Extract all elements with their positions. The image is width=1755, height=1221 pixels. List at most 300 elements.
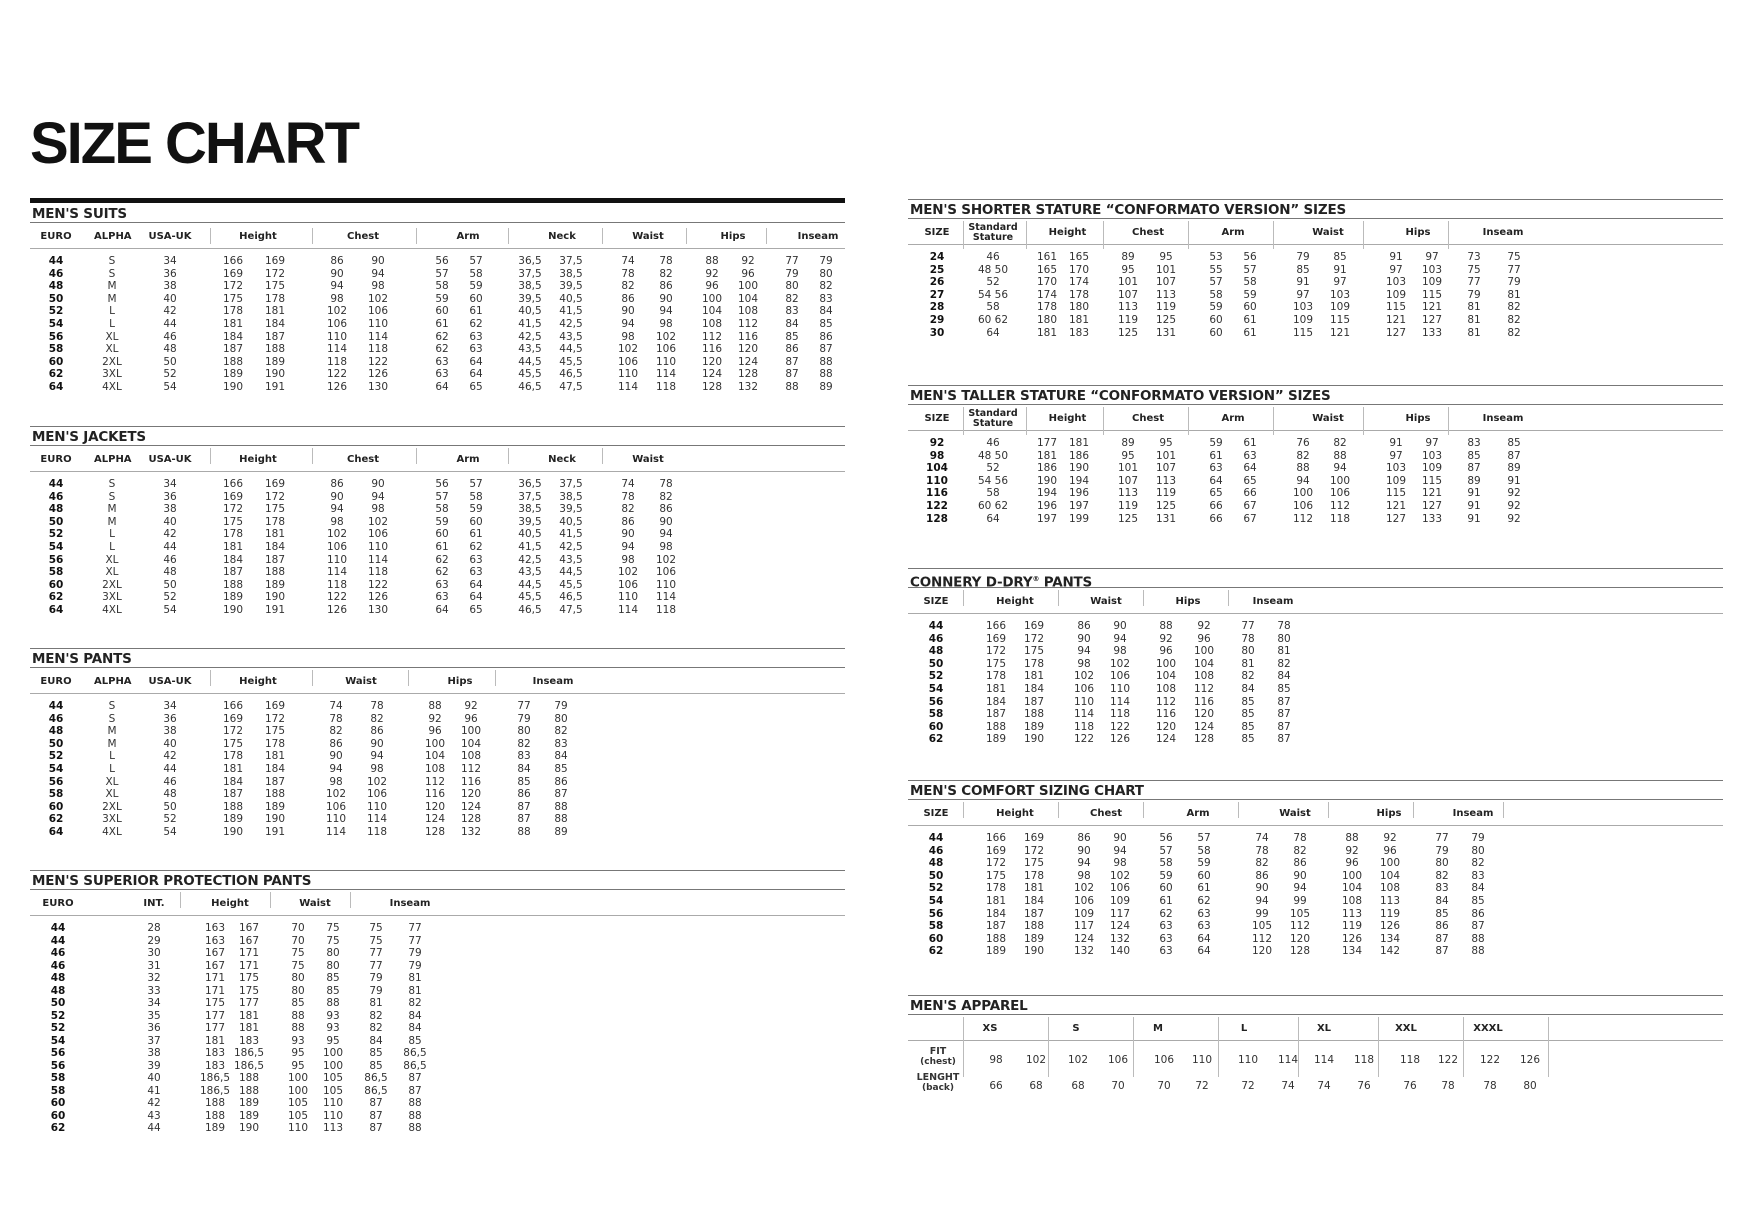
- row-label: [908, 1073, 968, 1093]
- table-cell: 85: [1241, 720, 1255, 733]
- table-cell: 92: [464, 700, 478, 712]
- table-cell: 102: [1025, 1054, 1047, 1066]
- column-divider: [1463, 1017, 1464, 1077]
- table-cell: 58: [50, 1084, 66, 1097]
- table-cell: 44: [928, 832, 944, 844]
- table-cell: 122: [1073, 733, 1095, 746]
- table-cell: 63: [1159, 945, 1173, 958]
- table-row: [30, 604, 845, 617]
- table-cell: 77: [408, 922, 422, 934]
- table-cell: 65: [469, 380, 483, 393]
- column-divider: [1298, 1017, 1299, 1077]
- table-cell: 36,5: [518, 255, 542, 267]
- table-row: [908, 500, 1723, 513]
- table-cell: 29: [929, 313, 945, 326]
- table-cell: 112: [1289, 920, 1311, 933]
- column-divider: [963, 802, 964, 818]
- column-divider: [408, 670, 409, 686]
- table-cell: 119: [1341, 920, 1363, 933]
- table-cell: 117: [1073, 920, 1095, 933]
- table-cell: 52: [48, 528, 64, 541]
- table-cell: 96: [1159, 645, 1173, 658]
- table-cell: 37,5: [559, 478, 583, 490]
- table-cell: 196: [1036, 499, 1058, 512]
- table-cell: 87: [1277, 733, 1291, 746]
- column-header-row: [908, 409, 1723, 431]
- table-cell: M: [107, 280, 117, 293]
- section-title-suffix: PANTS: [1043, 574, 1093, 591]
- table-body: [30, 700, 845, 839]
- table-cell: 77: [369, 959, 383, 972]
- column-divider: [1026, 407, 1027, 435]
- table-row: [908, 708, 1723, 721]
- table-cell: 63: [435, 578, 449, 591]
- table-cell: 52: [163, 591, 177, 604]
- column-header: Height: [211, 898, 249, 909]
- table-cell: 80: [819, 267, 833, 280]
- table-cell: 105: [287, 1097, 309, 1109]
- table-cell: 102: [1073, 882, 1095, 895]
- table-cell: 87: [408, 1072, 422, 1084]
- table-cell: 82: [659, 267, 673, 280]
- table-cell: 56: [50, 1059, 66, 1072]
- table-cell: 130: [367, 380, 389, 393]
- table-cell: 172: [222, 280, 244, 293]
- column-header: SIZE: [924, 413, 950, 424]
- table-cell: 52: [928, 670, 944, 683]
- table-cell: 188: [1023, 708, 1045, 721]
- table-cell: 42: [163, 528, 177, 541]
- table-cell: 87: [1507, 449, 1521, 462]
- table-cell: 112: [1251, 932, 1273, 945]
- table-cell: 66: [1209, 499, 1223, 512]
- table-cell: 60 62: [977, 499, 1009, 512]
- table-cell: 90: [621, 528, 635, 541]
- table-cell: 63: [1159, 932, 1173, 945]
- table-cell: 55: [1209, 263, 1223, 276]
- table-cell: 92: [1507, 499, 1521, 512]
- table-cell: 113: [1379, 894, 1401, 907]
- table-cell: 98: [1077, 869, 1091, 882]
- table-cell: 46: [48, 267, 64, 280]
- table-cell: 88: [291, 1009, 305, 1022]
- table-cell: 112: [424, 775, 446, 788]
- table-row: [30, 1072, 845, 1085]
- table-cell: 122: [1109, 720, 1131, 733]
- table-cell: 76: [1296, 437, 1310, 449]
- table-row: [908, 289, 1723, 302]
- table-cell: 175: [264, 725, 286, 738]
- column-header: Standard Stature: [968, 408, 1018, 429]
- table-cell: 82: [1507, 301, 1521, 314]
- table-cell: 121: [1329, 326, 1351, 339]
- table-cell: 61: [435, 540, 449, 553]
- table-cell: 128: [424, 825, 446, 838]
- table-row: [908, 450, 1723, 463]
- table-cell: 91: [1467, 512, 1481, 525]
- table-cell: 64: [469, 355, 483, 368]
- table-row: [908, 1073, 1723, 1099]
- table-cell: 171: [204, 984, 226, 997]
- table-row: [30, 591, 845, 604]
- table-cell: 86: [659, 280, 673, 293]
- table-cell: 96: [1383, 844, 1397, 857]
- table-cell: 110: [326, 330, 348, 343]
- table-body: [908, 1047, 1723, 1099]
- table-cell: 45,5: [559, 355, 583, 368]
- table-cell: 57: [1209, 276, 1223, 289]
- table-cell: 163: [204, 922, 226, 934]
- table-cell: 110: [1073, 695, 1095, 708]
- table-cell: 79: [1471, 832, 1485, 844]
- table-cell: 118: [1109, 708, 1131, 721]
- table-cell: 197: [1068, 499, 1090, 512]
- table-cell: 188: [204, 1097, 226, 1109]
- table-cell: 81: [369, 997, 383, 1009]
- table-cell: 82: [1241, 670, 1255, 683]
- column-header: Arm: [1221, 227, 1245, 238]
- column-header: Hips: [720, 231, 746, 242]
- column-divider: [508, 228, 509, 244]
- table-cell: 88: [1296, 462, 1310, 475]
- table-cell: 79: [517, 712, 531, 725]
- table-cell: 89: [1507, 462, 1521, 475]
- table-cell: 42,5: [559, 317, 583, 330]
- table-cell: 181: [1023, 670, 1045, 683]
- table-cell: 103: [1421, 449, 1443, 462]
- table-cell: 94: [1333, 462, 1347, 475]
- section-title: MEN'S PANTS: [30, 648, 845, 668]
- table-cell: 189: [264, 578, 286, 591]
- table-cell: 85: [1435, 907, 1449, 920]
- table-cell: 106: [1109, 670, 1131, 683]
- table-cell: 82: [1293, 844, 1307, 857]
- table-cell: 174: [1036, 288, 1058, 301]
- table-cell: 62: [435, 343, 449, 356]
- table-cell: 89: [1121, 251, 1135, 263]
- table-row: [908, 870, 1723, 883]
- table-cell: 28: [929, 301, 945, 314]
- page-title: SIZE CHART: [30, 111, 358, 176]
- table-cell: M: [107, 292, 117, 305]
- table-cell: 186,5: [199, 1072, 231, 1084]
- table-cell: 82: [1296, 449, 1310, 462]
- table-cell: 85: [1241, 695, 1255, 708]
- table-cell: 57: [1243, 263, 1257, 276]
- table-cell: 94: [1296, 474, 1310, 487]
- table-cell: 85: [326, 984, 340, 997]
- table-cell: 45,5: [518, 368, 542, 381]
- table-cell: 163: [204, 934, 226, 947]
- table-cell: 178: [1023, 657, 1045, 670]
- table-cell: 103: [1292, 301, 1314, 314]
- column-header: Chest: [1132, 227, 1164, 238]
- table-row: [908, 1047, 1723, 1073]
- table-cell: 68: [1071, 1080, 1085, 1092]
- table-cell: 29: [147, 934, 161, 947]
- title-divider: [30, 198, 845, 203]
- table-cell: 78: [1255, 844, 1269, 857]
- table-cell: 85: [517, 775, 531, 788]
- table-cell: 131: [1155, 512, 1177, 525]
- table-cell: 2XL: [102, 355, 122, 368]
- table-cell: 124: [737, 355, 759, 368]
- column-header-row: [908, 592, 1723, 614]
- column-header: SIZE: [924, 227, 950, 238]
- table-body: [908, 620, 1723, 746]
- table-row: [30, 255, 845, 268]
- table-cell: 116: [1155, 708, 1177, 721]
- table-cell: 83: [785, 305, 799, 318]
- table-cell: 178: [1068, 288, 1090, 301]
- table-cell: 83: [554, 737, 568, 750]
- table-cell: 58: [1209, 288, 1223, 301]
- table-cell: 79: [1296, 251, 1310, 263]
- table-cell: 113: [1341, 907, 1363, 920]
- table-cell: 181: [204, 1034, 226, 1047]
- table-cell: 92: [929, 437, 945, 449]
- table-cell: 106: [1329, 487, 1351, 500]
- table-cell: 103: [1385, 462, 1407, 475]
- table-cell: 100: [737, 280, 759, 293]
- table-cell: 54: [928, 682, 944, 695]
- table-cell: 65: [1209, 487, 1223, 500]
- column-header: Standard Stature: [968, 222, 1018, 243]
- table-cell: 91: [1507, 474, 1521, 487]
- table-cell: 132: [737, 380, 759, 393]
- column-divider: [1503, 802, 1504, 818]
- table-cell: 79: [369, 972, 383, 984]
- table-cell: 76: [1403, 1080, 1417, 1092]
- column-header: USA-UK: [148, 454, 192, 465]
- table-cell: 118: [655, 380, 677, 393]
- table-row: [30, 381, 845, 394]
- table-cell: 190: [1036, 474, 1058, 487]
- table-cell: 34: [147, 997, 161, 1009]
- table-cell: 85: [785, 330, 799, 343]
- table-cell: 178: [222, 305, 244, 318]
- table-cell: 177: [204, 1022, 226, 1034]
- table-cell: 39: [147, 1059, 161, 1072]
- table-cell: 42,5: [559, 540, 583, 553]
- table-cell: 178: [264, 737, 286, 750]
- table-cell: 52: [50, 1022, 66, 1034]
- table-cell: 82: [621, 503, 635, 516]
- column-header: Chest: [347, 454, 379, 465]
- table-cell: 127: [1421, 499, 1443, 512]
- column-header-row: [30, 450, 845, 472]
- table-cell: 36: [163, 712, 177, 725]
- table-cell: 169: [264, 700, 286, 712]
- table-cell: 45,5: [559, 578, 583, 591]
- column-divider: [1133, 1017, 1134, 1077]
- table-cell: 52: [50, 1009, 66, 1022]
- table-cell: 46: [163, 775, 177, 788]
- table-cell: 118: [367, 566, 389, 579]
- table-cell: 98: [1113, 857, 1127, 870]
- table-cell: 142: [1379, 945, 1401, 958]
- table-cell: 189: [222, 813, 244, 826]
- table-cell: 103: [1421, 263, 1443, 276]
- table-cell: 64: [1197, 945, 1211, 958]
- table-cell: 31: [147, 959, 161, 972]
- table-cell: 175: [238, 984, 260, 997]
- table-cell: 44: [163, 317, 177, 330]
- table-cell: 132: [1073, 945, 1095, 958]
- table-cell: 92: [1159, 632, 1173, 645]
- table-cell: 124: [1193, 720, 1215, 733]
- table-cell: 62: [469, 540, 483, 553]
- table-cell: 93: [326, 1022, 340, 1034]
- table-cell: 122: [326, 591, 348, 604]
- table-cell: 58: [928, 920, 944, 933]
- table-cell: 106: [617, 578, 639, 591]
- table-cell: 88: [785, 380, 799, 393]
- table-cell: 98: [330, 292, 344, 305]
- column-header: Hips: [447, 676, 473, 687]
- table-cell: 169: [985, 844, 1007, 857]
- table-cell: 54: [928, 894, 944, 907]
- table-cell: 82: [1507, 313, 1521, 326]
- table-cell: 90: [330, 490, 344, 503]
- table-cell: 82: [659, 490, 673, 503]
- table-cell: 104: [460, 737, 482, 750]
- table-cell: 89: [1121, 437, 1135, 449]
- table-cell: 61: [1159, 894, 1173, 907]
- table-cell: 115: [1421, 288, 1443, 301]
- table-cell: 188: [985, 932, 1007, 945]
- table-cell: 100: [701, 292, 723, 305]
- table-cell: 100: [287, 1084, 309, 1097]
- table-cell: 87: [785, 355, 799, 368]
- table-cell: 50: [48, 737, 64, 750]
- table-cell: 60: [435, 305, 449, 318]
- column-divider: [350, 892, 351, 908]
- table-cell: 172: [264, 490, 286, 503]
- table-cell: 114: [366, 813, 388, 826]
- table-cell: 80: [291, 972, 305, 984]
- table-cell: 93: [291, 1034, 305, 1047]
- table-row: [30, 331, 845, 344]
- table-cell: 81: [1277, 645, 1291, 658]
- table-row: [30, 947, 845, 960]
- table-cell: 62: [1197, 894, 1211, 907]
- column-divider: [1058, 590, 1059, 606]
- table-cell: 46: [50, 947, 66, 959]
- table-cell: 46: [928, 632, 944, 645]
- table-cell: 110: [1109, 682, 1131, 695]
- column-divider: [766, 228, 767, 244]
- column-divider: [270, 892, 271, 908]
- table-cell: XL: [105, 330, 119, 343]
- table-cell: 84: [1277, 670, 1291, 683]
- table-cell: 119: [1117, 499, 1139, 512]
- table-cell: 62: [1159, 907, 1173, 920]
- section-title: MEN'S APPAREL: [908, 995, 1723, 1015]
- table-cell: 57: [435, 490, 449, 503]
- table-cell: 60: [469, 292, 483, 305]
- table-cell: 94: [1113, 632, 1127, 645]
- table-cell: 61: [469, 528, 483, 541]
- table-cell: 114: [1277, 1054, 1299, 1066]
- table-cell: 79: [369, 984, 383, 997]
- table-cell: 187: [985, 920, 1007, 933]
- table-cell: 196: [1068, 487, 1090, 500]
- table-cell: 169: [1023, 620, 1045, 632]
- table-row: [30, 960, 845, 973]
- table-cell: 106: [655, 343, 677, 356]
- table-cell: 77: [1507, 263, 1521, 276]
- table-cell: 181: [1036, 326, 1058, 339]
- table-cell: 190: [238, 1122, 260, 1134]
- table-cell: 82: [1333, 437, 1347, 449]
- table-row: [908, 475, 1723, 488]
- column-divider: [1218, 1017, 1219, 1077]
- table-cell: 78: [1483, 1080, 1497, 1092]
- table-cell: 39,5: [518, 292, 542, 305]
- table-cell: 108: [1193, 670, 1215, 683]
- table-cell: 96: [705, 280, 719, 293]
- table-cell: 100: [1155, 657, 1177, 670]
- column-divider: [1448, 407, 1449, 435]
- table-cell: 180: [1036, 313, 1058, 326]
- table-cell: 70: [291, 922, 305, 934]
- table-cell: 90: [1113, 832, 1127, 844]
- table-cell: L: [109, 750, 115, 763]
- table-cell: 109: [1421, 462, 1443, 475]
- table-cell: 75: [369, 934, 383, 947]
- table-cell: 172: [222, 503, 244, 516]
- table-cell: 89: [554, 825, 568, 838]
- table-cell: 188: [1023, 920, 1045, 933]
- table-row: [908, 908, 1723, 921]
- table-cell: 90: [1293, 869, 1307, 882]
- table-cell: 124: [424, 813, 446, 826]
- table-cell: 87: [1277, 708, 1291, 721]
- table-row: [30, 541, 845, 554]
- table-cell: 115: [1421, 474, 1443, 487]
- table-cell: 36,5: [518, 478, 542, 490]
- column-divider: [1378, 1017, 1379, 1077]
- table-cell: 110: [326, 553, 348, 566]
- table-cell: 114: [1073, 708, 1095, 721]
- table-cell: 48: [163, 566, 177, 579]
- column-header: Hips: [1405, 413, 1431, 424]
- table-cell: 46,5: [559, 591, 583, 604]
- table-cell: 187: [222, 566, 244, 579]
- table-cell: 92: [741, 255, 755, 267]
- table-cell: L: [109, 762, 115, 775]
- table-cell: 38: [163, 725, 177, 738]
- table-row: [30, 1060, 845, 1073]
- table-cell: 64: [48, 603, 64, 616]
- table-cell: 126: [1519, 1054, 1541, 1066]
- table-cell: 87: [517, 813, 531, 826]
- table-cell: 75: [369, 922, 383, 934]
- table-cell: 187: [222, 343, 244, 356]
- table-cell: 184: [264, 317, 286, 330]
- table-row: [908, 920, 1723, 933]
- table-cell: 63: [435, 368, 449, 381]
- table-cell: 105: [1289, 907, 1311, 920]
- table-row: [30, 972, 845, 985]
- table-cell: 48: [163, 788, 177, 801]
- table-row: [908, 721, 1723, 734]
- table-cell: 46: [50, 959, 66, 972]
- table-cell: 64: [435, 603, 449, 616]
- column-divider: [180, 892, 181, 908]
- table-cell: 199: [1068, 512, 1090, 525]
